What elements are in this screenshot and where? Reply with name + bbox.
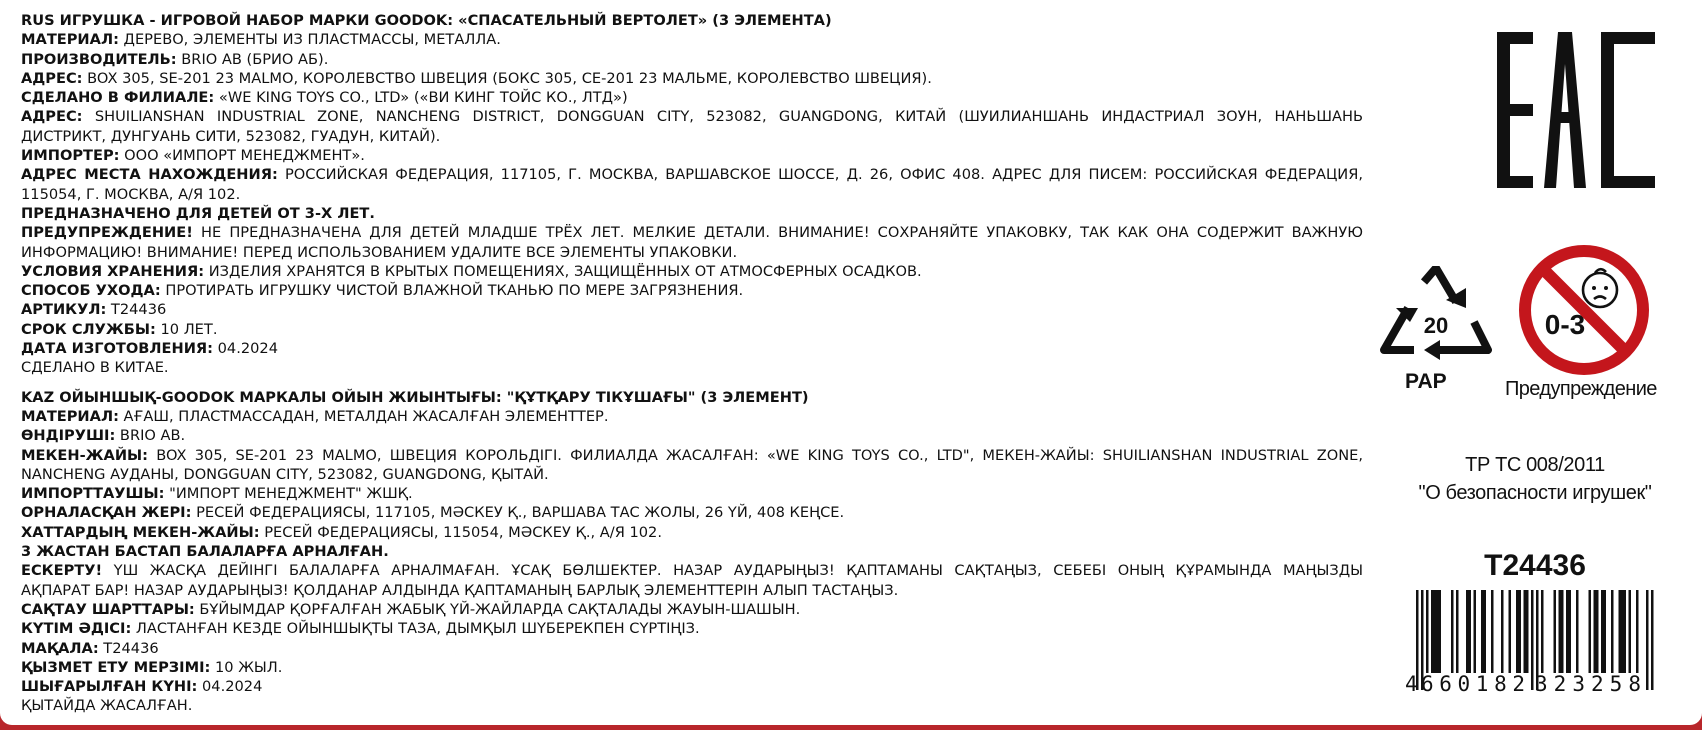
barcode-first-digit: 4 [1405,672,1418,694]
line-heading: АРТИКУЛ: [21,301,107,319]
label-line [21,11,1363,30]
label-line [21,388,1363,407]
label-line [21,658,1363,677]
article-code: T24436 [1484,549,1586,582]
label-line [21,107,1363,126]
label-line [21,223,1363,242]
label-line [21,696,1363,715]
barcode-bar [1569,590,1572,673]
label-text-column [21,11,1363,716]
line-text: T24436 [106,301,167,319]
barcode-bar [1611,590,1614,673]
barcode-bar [1541,590,1544,673]
label-line [21,300,1363,319]
label-line [21,426,1363,445]
russian-section [21,11,1363,378]
barcode-bar [1576,590,1579,673]
barcode-bar [1439,590,1442,673]
line-text: РЕСЕЙ ФЕДЕРАЦИЯСЫ, 115054, МӘСКЕУ Қ., А/Я 102. [259,523,662,541]
line-text: АҚПАРАТ БАР! НАЗАР АУДАРЫҢЫЗ! ҚОЛДАНАР АЛДЫНДА ҚАПТАМАНЫҢ БАРЛЫҚ ЭЛЕМЕНТТЕРІН АЛЫП ТАСТАҢЫЗ. [21,581,899,599]
label-line [21,88,1363,107]
line-heading: СПОСОБ УХОДА: [21,282,161,300]
line-text: РЕСЕЙ ФЕДЕРАЦИЯСЫ, 117105, МӘСКЕУ Қ., ВАРШАВА ТАС ЖОЛЫ, 26 ҮЙ, 408 КЕҢСЕ. [191,504,845,522]
regulation-title: "О безопасности игрушек" [1418,482,1652,504]
label-line [21,262,1363,281]
line-text: 10 ЖЫЛ. [210,658,283,676]
line-heading: ХАТТАРДЫҢ МЕКЕН-ЖАЙЫ: [21,523,260,541]
line-heading: АДРЕС: [21,108,83,126]
line-text: ДЕРЕВО, ЭЛЕМЕНТЫ ИЗ ПЛАСТМАССЫ, МЕТАЛЛА. [118,31,501,49]
line-heading: КҮТІМ ӘДІСІ: [21,620,132,638]
label-line [21,358,1363,377]
barcode-bar [1484,590,1487,673]
label-line [21,446,1363,465]
line-heading: 3 ЖАСТАН БАСТАП БАЛАЛАРҒА АРНАЛҒАН. [21,543,389,561]
line-heading: ИМПОРТТАУШЫ: [21,485,165,503]
recycling-icon [1380,266,1492,366]
barcode-bar [1561,590,1564,673]
label-line [21,30,1363,49]
barcode-bar [1636,590,1639,673]
barcode-bar [1451,590,1454,673]
line-text: BOX 305, SE-201 23 MALMO, ШВЕЦИЯ КОРОЛЬДІГІ. ФИЛИАЛДА ЖАСАЛҒАН: «WE KING TOYS CO., LTD", МЕКЕН-ЖАЙЫ: SHUILIANSHAN INDUSTRIAL ZONE, [148,446,1363,464]
line-heading: ШЫҒАРЫЛҒАН КҮНІ: [21,678,198,696]
label-line [21,127,1363,146]
line-heading: ПРЕДНАЗНАЧЕНО ДЛЯ ДЕТЕЙ ОТ 3-Х ЛЕТ. [21,204,375,222]
barcode-bar [1566,590,1569,673]
barcode-bar [1619,590,1622,673]
barcode-bar [1426,590,1429,673]
line-text: BRIO AB. [115,427,186,445]
line-heading: АДРЕС: [21,69,83,87]
line-heading: ӨНДІРУШІ: [21,427,116,445]
label-line [21,503,1363,522]
barcode-bar [1516,590,1519,673]
label-line [21,639,1363,658]
kazakh-section [21,388,1363,716]
line-heading: RUS ИГРУШКА - ИГРОВОЙ НАБОР МАРКИ GOODOK: «СПАСАТЕЛЬНЫЙ ВЕРТОЛЕТ» (3 ЭЛЕМЕНТА) [21,12,832,29]
recycle-code: 20 [1423,313,1449,338]
label-line [21,407,1363,426]
label-line [21,581,1363,600]
label-line [21,204,1363,223]
line-heading: МАТЕРИАЛ: [21,31,119,49]
barcode-bar [1651,590,1654,690]
line-text: БҰЙЫМДАР ҚОРҒАЛҒАН ЖАБЫҚ ҮЙ-ЖАЙЛАРДА САҚТАЛАДЫ ЖАУЫН-ШАШЫН. [194,600,801,618]
age-range-text: 0-3 [1544,309,1586,340]
line-text: SHUILIANSHAN INDUSTRIAL ZONE, NANCHENG DISTRICT, DONGGUAN CITY, 523082, GUANGDONG, КИТАЙ (ШУИЛИАНШАНЬ ИНДАСТРИАЛ ЗОУН, НАНЬШАНЬ [82,108,1363,126]
label-line [21,542,1363,561]
label-line [21,185,1363,204]
line-text: BOX 305, SE-201 23 MALMO, КОРОЛЕВСТВО ШВЕЦИЯ (БОКС 305, СЕ-201 23 МАЛЬМЕ, КОРОЛЕВСТВО ШВЕЦИЯ). [82,69,932,87]
line-heading: ИМПОРТЕР: [21,147,120,165]
line-heading: МЕКЕН-ЖАЙЫ: [21,446,148,464]
barcode-bar [1491,590,1494,673]
line-text: ООО «ИМПОРТ МЕНЕДЖМЕНТ». [119,147,365,165]
line-heading: KAZ ОЙЫНШЫҚ-GOODOK МАРКАЛЫ ОЙЫН ЖИЫНТЫҒЫ: "ҚҰТҚАРУ ТІКҰШАҒЫ" (3 ЭЛЕМЕНТ) [21,388,809,406]
warning-caption: Предупреждение [1505,378,1657,400]
line-heading: СДЕЛАНО В ФИЛИАЛЕ: [21,89,215,107]
barcode-bar [1559,590,1562,673]
barcode-bar [1481,590,1484,673]
line-heading: ПРОИЗВОДИТЕЛЬ: [21,50,177,68]
label-line [21,146,1363,165]
line-text: РОССИЙСКАЯ ФЕДЕРАЦИЯ, 117105, Г. МОСКВА, ВАРШАВСКОЕ ШОССЕ, Д. 26, ОФИС 408. АДРЕС ДЛЯ ПИСЕМ: РОССИЙСКАЯ ФЕДЕРАЦИЯ, [277,166,1363,184]
barcode-bar [1596,590,1599,673]
line-text: ЛАСТАНҒАН КЕЗДЕ ОЙЫНШЫҚТЫ ТАЗА, ДЫМҚЫЛ ШҮБЕРЕКПЕН СҮРТІҢІЗ. [131,620,700,638]
line-text: 04.2024 [213,340,278,358]
label-line [21,339,1363,358]
line-text: ИЗДЕЛИЯ ХРАНЯТСЯ В КРЫТЫХ ПОМЕЩЕНИЯХ, ЗАЩИЩЁННЫХ ОТ АТМОСФЕРНЫХ ОСАДКОВ. [204,262,922,280]
regulation-number: ТР ТС 008/2011 [1465,454,1605,476]
line-text: АҒАШ, ПЛАСТМАССАДАН, МЕТАЛДАН ЖАСАЛҒАН ЭЛЕМЕНТТЕР. [118,407,609,425]
barcode-bar [1524,590,1527,673]
label-line [21,320,1363,339]
line-heading: САҚТАУ ШАРТТАРЫ: [21,600,195,618]
line-text: NANCHENG АУДАНЫ, DONGGUAN CITY, 523082, GUANGDONG, ҚЫТАЙ. [21,465,549,483]
label-line [21,165,1363,184]
eac-logo-icon [1497,30,1655,190]
line-text: 10 ЛЕТ. [155,320,218,338]
line-text: СДЕЛАНО В КИТАЕ. [21,359,169,377]
line-heading: ҚЫЗМЕТ ЕТУ МЕРЗІМІ: [21,658,211,676]
line-text: T24436 [98,639,159,657]
line-text: ПРОТИРАТЬ ИГРУШКУ ЧИСТОЙ ВЛАЖНОЙ ТКАНЬЮ ПО МЕРЕ ЗАГРЯЗНЕНИЯ. [160,282,744,300]
label-line [21,243,1363,262]
barcode-bar [1509,590,1512,673]
line-text: 115054, Г. МОСКВА, А/Я 102. [21,185,241,203]
barcode-bar [1474,590,1477,673]
line-text: 04.2024 [197,678,263,696]
line-text: НЕ ПРЕДНАЗНАЧЕНА ДЛЯ ДЕТЕЙ МЛАДШЕ ТРЁХ ЛЕТ. МЕЛКИЕ ДЕТАЛИ. ВНИМАНИЕ! СОХРАНЯЙТЕ УПАКОВКУ, ТАК КАК ОНА СОДЕРЖИТ ВАЖНУЮ [192,224,1363,242]
barcode-bar [1469,590,1472,673]
line-heading: УСЛОВИЯ ХРАНЕНИЯ: [21,262,205,280]
section-gap [21,378,1363,388]
line-heading: СРОК СЛУЖБЫ: [21,320,156,338]
barcode-bar [1601,590,1604,673]
line-heading: АДРЕС МЕСТА НАХОЖДЕНИЯ: [21,166,278,184]
recycle-material-label: PAP [1405,370,1447,393]
barcode-bar [1519,590,1522,673]
barcode-bar [1624,590,1627,673]
barcode-bar [1604,590,1607,673]
line-text: ҚЫТАЙДА ЖАСАЛҒАН. [21,697,193,715]
line-text: «WE KING TOYS CO., LTD» («ВИ КИНГ ТОЙС КО., ЛТД») [214,89,628,107]
barcode-bar [1501,590,1504,673]
label-line [21,619,1363,638]
line-text: ДИСТРИКТ, ДУНГУАНЬ СИТИ, 523082, ГУАДУН, КИТАЙ). [21,127,441,145]
line-text: BRIO AB (БРИО АБ). [176,50,329,68]
barcode-bar [1594,590,1597,673]
barcode-bar [1531,590,1534,690]
label-line [21,523,1363,542]
barcode-bar [1621,590,1624,673]
line-heading: МАҚАЛА: [21,639,99,657]
line-text: "ИМПОРТ МЕНЕДЖМЕНТ" ЖШҚ. [164,485,413,503]
line-heading: ПРЕДУПРЕЖДЕНИЕ! [21,224,193,242]
barcode-bar [1589,590,1592,673]
line-heading: ОРНАЛАСҚАН ЖЕРІ: [21,504,192,522]
label-line [21,281,1363,300]
barcode [1405,590,1665,694]
barcode-bar [1629,590,1632,673]
barcode-bar [1554,590,1557,673]
barcode-bar [1436,590,1439,673]
barcode-bar [1434,590,1437,673]
label-line [21,465,1363,484]
barcode-right-digits: 323258 [1535,672,1641,694]
line-heading: ДАТА ИЗГОТОВЛЕНИЯ: [21,340,213,358]
barcode-bar [1431,590,1434,673]
barcode-left-digits: 660182 [1421,672,1525,694]
line-heading: ЕСКЕРТУ! [21,562,103,580]
line-heading: МАТЕРИАЛ: [21,407,119,425]
label-line [21,484,1363,503]
line-text: ИНФОРМАЦИЮ! ВНИМАНИЕ! ПЕРЕД ИСПОЛЬЗОВАНИЕМ УДАЛИТЕ ВСЕ ЭЛЕМЕНТЫ УПАКОВКИ. [21,243,738,261]
age-warning-icon [1518,244,1650,376]
label-line [21,69,1363,88]
label-line [21,50,1363,69]
label-line [21,600,1363,619]
barcode-bar [1526,590,1529,673]
label-line [21,677,1363,696]
barcode-bar [1456,590,1459,673]
line-text: ҮШ ЖАСҚА ДЕЙІНГІ БАЛАЛАРҒА АРНАЛМАҒАН. ҰСАҚ БӨЛШЕКТЕР. НАЗАР АУДАРЫҢЫЗ! ҚАПТАМАНЫ САҚТАҢЫЗ, СЕБЕБІ ОНЫҢ ҚҰРАМЫНДА МАҢЫЗДЫ [102,562,1363,580]
barcode-bar [1466,590,1469,673]
label-line [21,561,1363,580]
barcode-bar [1646,590,1649,690]
